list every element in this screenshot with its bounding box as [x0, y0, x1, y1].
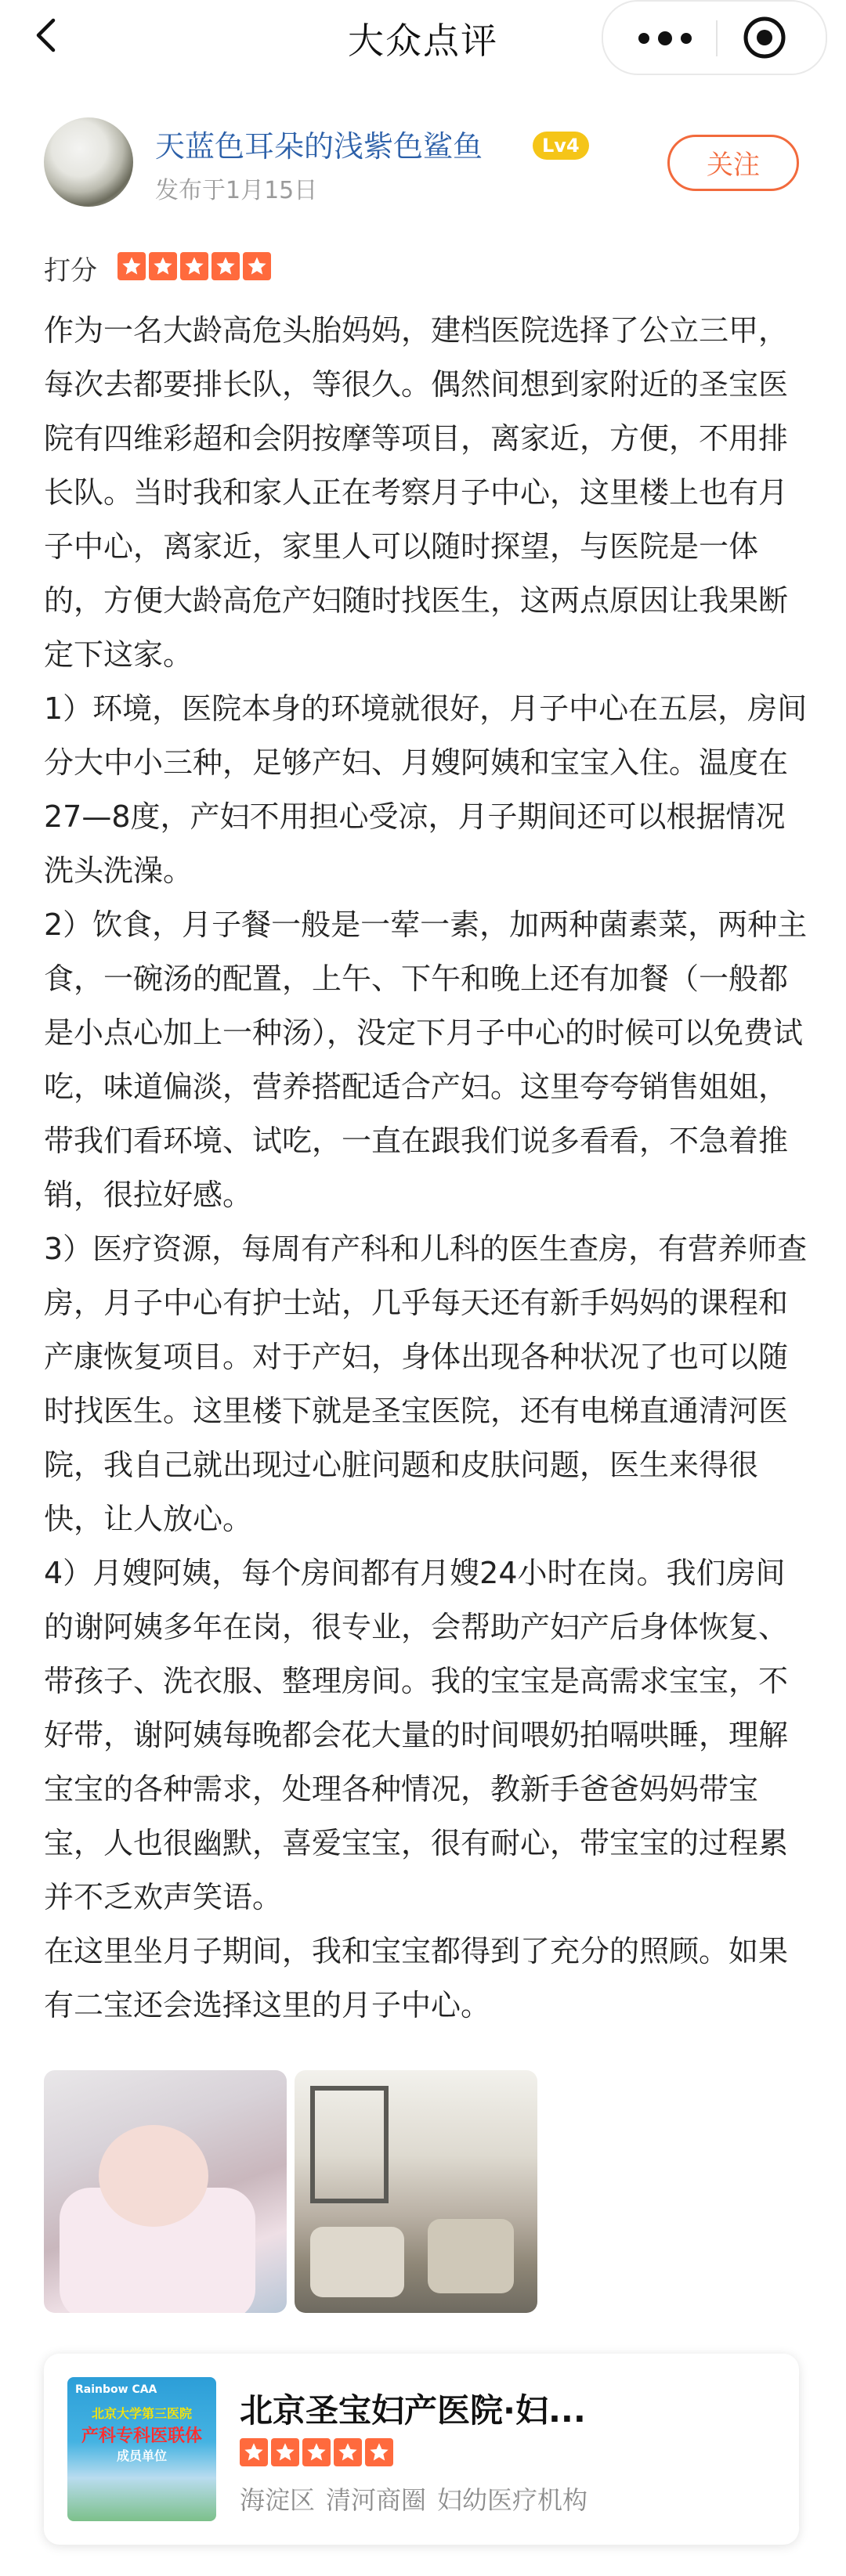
- avatar[interactable]: [44, 117, 133, 207]
- thumb-line: 产科专科医联体: [81, 2426, 202, 2446]
- review-paragraph: 2）饮食，月子餐一般是一荤一素，加两种菌素菜，两种主食，一碗汤的配置，上午、下午和晚上还有加餐（一般都是小点心加上一种汤），没定下月子中心的时候可以免费试吃，味道偏淡，营养搭配适合产妇。这里夸夸销售姐姐，带我们看环境、试吃，一直在跟我们说多看看，不急着推销，很拉好感。: [44, 907, 808, 1212]
- photo-detail: [99, 2125, 208, 2227]
- review-paragraph: 4）月嫂阿姨，每个房间都有月嫂24小时在岗。我们房间的谢阿姨多年在岗，很专业，会帮助产妇产后身体恢复、带孩子、洗衣服、整理房间。我的宝宝是高需求宝宝，不好带，谢阿姨每晚都会花大量的时间喂奶拍嗝哄睡，理解宝宝的各种需求，处理各种情况，教新手爸爸妈妈带宝宝，人也很幽默，喜爱宝宝，很有耐心，带宝宝的过程累并不乏欢声笑语。: [44, 1556, 789, 1914]
- star-icon: [118, 252, 146, 280]
- review-body: [44, 304, 812, 2033]
- more-icon: [630, 23, 700, 54]
- shop-category: 妇幼医疗机构: [437, 2485, 588, 2515]
- shop-card[interactable]: [44, 2354, 799, 2545]
- star-icon: [149, 252, 177, 280]
- rating-stars: [118, 252, 271, 280]
- photo-mother-baby[interactable]: [44, 2070, 287, 2313]
- review-paragraph: 在这里坐月子期间，我和宝宝都得到了充分的照顾。如果有二宝还会选择这里的月子中心。: [44, 1934, 789, 2022]
- shop-thumbnail: [67, 2377, 216, 2521]
- author-username[interactable]: 天蓝色耳朵的浅紫色鲨鱼: [155, 129, 483, 164]
- shop-name: 北京圣宝妇产医院·妇...: [240, 2391, 586, 2430]
- rating-label: 打分: [44, 255, 97, 287]
- top-bar: [0, 0, 846, 72]
- shop-stars: [240, 2438, 393, 2466]
- star-icon: [240, 2438, 268, 2466]
- level-badge: Lv4: [533, 132, 589, 160]
- star-icon: [243, 252, 271, 280]
- shop-area: 清河商圈: [326, 2485, 427, 2515]
- photo-detail: [310, 2227, 404, 2297]
- mini-program-capsule: [602, 0, 827, 75]
- review-paragraph: 3）医疗资源，每周有产科和儿科的医生查房，有营养师查房，月子中心有护士站，几乎每天还有新手妈妈的课程和产康恢复项目。对于产妇，身体出现各种状况了也可以随时找医生。这里楼下就是圣宝医院，还有电梯直通清河医院，我自己就出现过心脏问题和皮肤问题，医生来得很快，让人放心。: [44, 1232, 808, 1536]
- page-title: 大众点评: [348, 20, 498, 62]
- star-icon: [271, 2438, 299, 2466]
- photo-room-interior[interactable]: [295, 2070, 537, 2313]
- star-icon: [302, 2438, 331, 2466]
- photo-detail: [310, 2086, 389, 2203]
- capsule-divider: [716, 20, 718, 56]
- star-icon: [365, 2438, 393, 2466]
- review-paragraph: 1）环境，医院本身的环境就很好，月子中心在五层，房间分大中小三种，足够产妇、月嫂阿姨和宝宝入住。温度在27—8度，产妇不用担心受凉，月子期间还可以根据情况洗头洗澡。: [44, 691, 808, 888]
- star-icon: [212, 252, 240, 280]
- target-icon: [741, 14, 788, 61]
- shop-meta: [240, 2480, 588, 2516]
- thumb-line: 北京大学第三医院: [91, 2406, 192, 2421]
- post-date: 发布于1月15日: [155, 177, 318, 204]
- thumb-line: 成员单位: [116, 2448, 167, 2463]
- review-paragraph: 作为一名大龄高危头胎妈妈，建档医院选择了公立三甲，每次去都要排长队，等很久。偶然间想到家附近的圣宝医院有四维彩超和会阴按摩等项目，离家近，方便，不用排长队。当时我和家人正在考察月子中心，这里楼上也有月子中心，离家近，家里人可以随时探望，与医院是一体的，方便大龄高危产妇随时找医生，这两点原因让我果断定下这家。: [44, 313, 789, 672]
- photo-detail: [428, 2219, 514, 2293]
- star-icon: [180, 252, 208, 280]
- follow-button[interactable]: 关注: [667, 135, 799, 191]
- close-mini-program-button[interactable]: [741, 14, 788, 61]
- shop-district: 海淀区: [240, 2485, 316, 2515]
- more-button[interactable]: [630, 23, 700, 54]
- thumb-brand: Rainbow CAA: [75, 2383, 157, 2396]
- star-icon: [334, 2438, 362, 2466]
